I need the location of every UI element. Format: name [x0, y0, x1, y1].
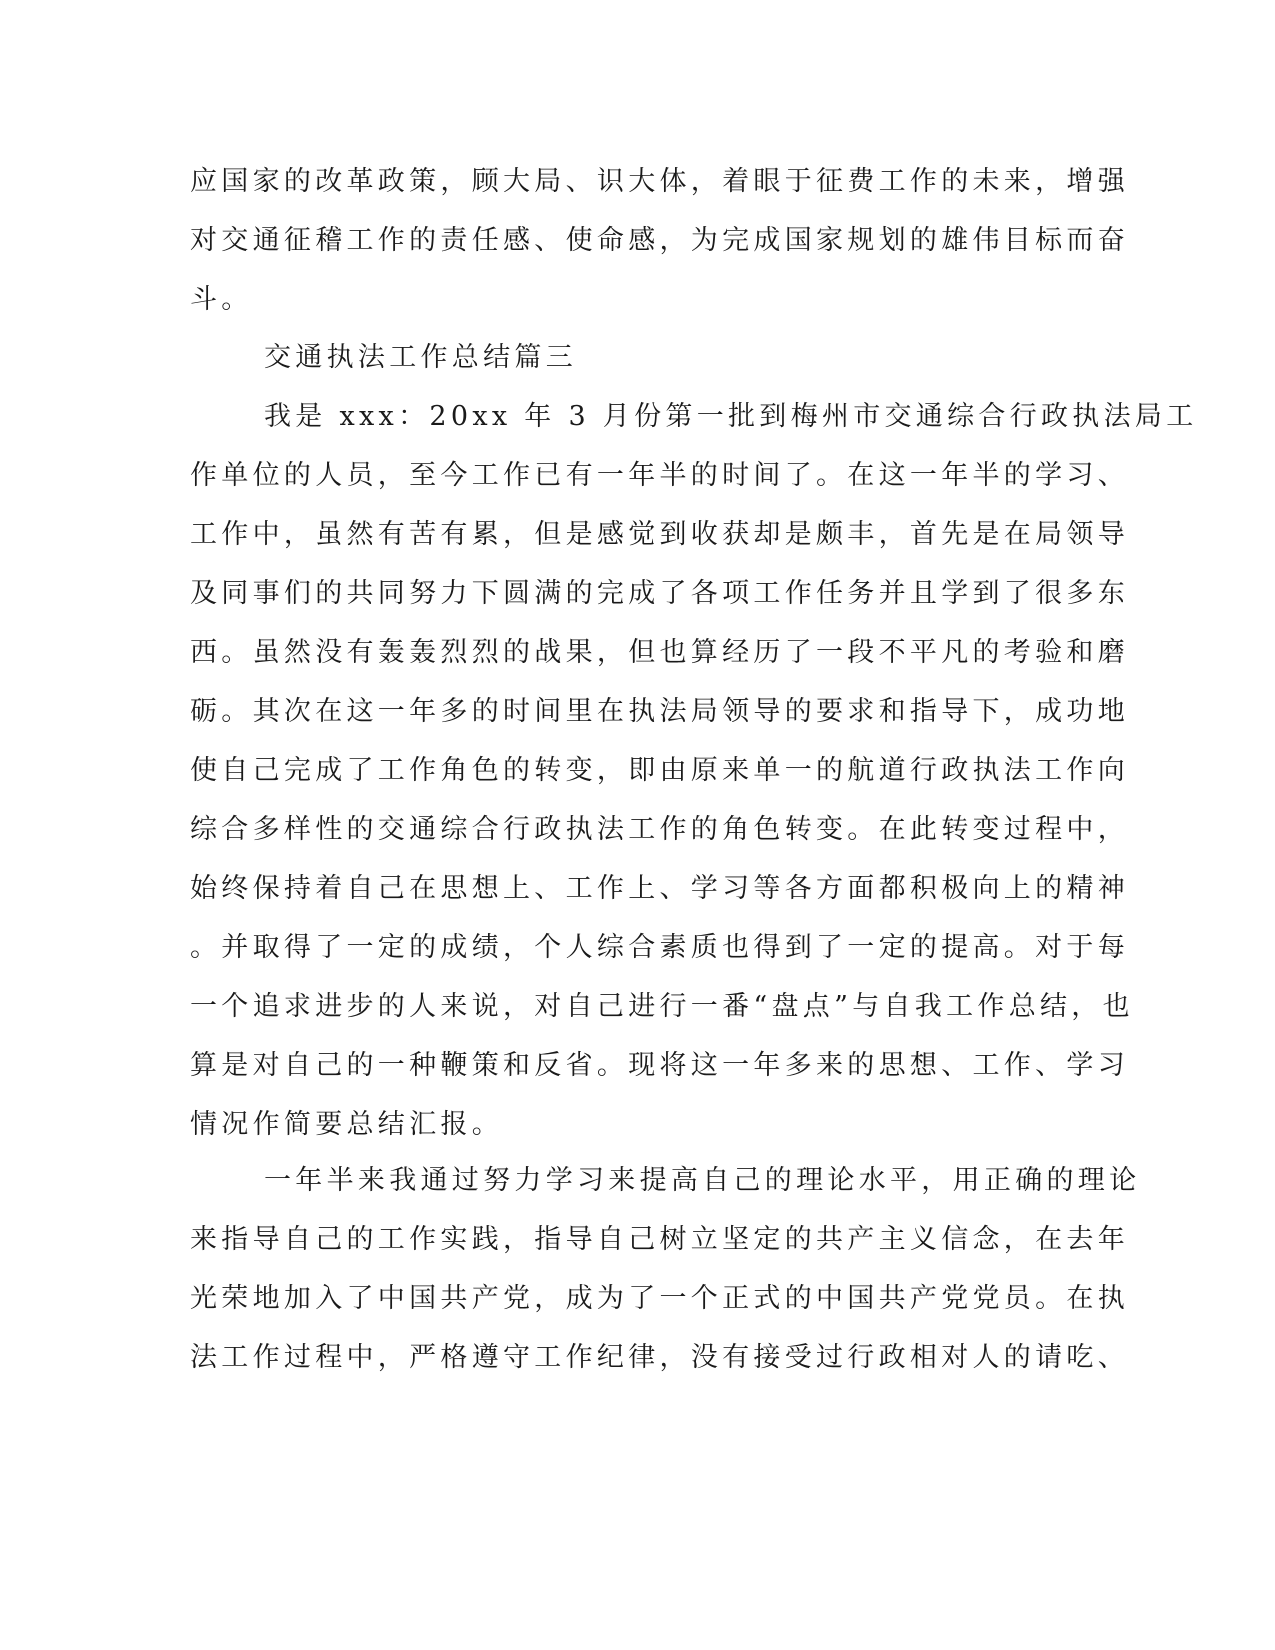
text-line: 及同事们的共同努力下圆满的完成了各项工作任务并且学到了很多东	[190, 578, 1129, 609]
text-line: 砺。其次在这一年多的时间里在执法局领导的要求和指导下，成功地	[190, 696, 1129, 727]
section-heading: 交通执法工作总结篇三	[264, 342, 577, 373]
text-line: 斗。	[190, 284, 253, 315]
text-line: 综合多样性的交通综合行政执法工作的角色转变。在此转变过程中，	[190, 814, 1129, 845]
text-line: 一年半来我通过努力学习来提高自己的理论水平，用正确的理论	[264, 1165, 1141, 1196]
text-line: 情况作简要总结汇报。	[190, 1109, 503, 1140]
text-line: 使自己完成了工作角色的转变，即由原来单一的航道行政执法工作向	[190, 755, 1129, 786]
text-line: 来指导自己的工作实践，指导自己树立坚定的共产主义信念，在去年	[190, 1224, 1129, 1255]
text-line: 始终保持着自己在思想上、工作上、学习等各方面都积极向上的精神	[190, 873, 1129, 904]
text-line: 作单位的人员，至今工作已有一年半的时间了。在这一年半的学习、	[190, 460, 1129, 491]
text-line: 一个追求进步的人来说，对自己进行一番“盘点”与自我工作总结，也	[190, 991, 1134, 1022]
text-line: 算是对自己的一种鞭策和反省。现将这一年多来的思想、工作、学习	[190, 1050, 1129, 1081]
text-line: 法工作过程中，严格遵守工作纪律，没有接受过行政相对人的请吃、	[190, 1342, 1129, 1373]
text-line: 西。虽然没有轰轰烈烈的战果，但也算经历了一段不平凡的考验和磨	[190, 637, 1129, 668]
text-line: 光荣地加入了中国共产党，成为了一个正式的中国共产党党员。在执	[190, 1283, 1129, 1314]
text-line: 对交通征稽工作的责任感、使命感，为完成国家规划的雄伟目标而奋	[190, 225, 1129, 256]
text-line: 。并取得了一定的成绩，个人综合素质也得到了一定的提高。对于每	[190, 932, 1129, 963]
text-line: 工作中，虽然有苦有累，但是感觉到收获却是颇丰，首先是在局领导	[190, 519, 1129, 550]
text-line: 我是 xxx：20xx 年 3 月份第一批到梅州市交通综合行政执法局工	[264, 401, 1198, 432]
text-line: 应国家的改革政策，顾大局、识大体，着眼于征费工作的未来，增强	[190, 166, 1129, 197]
